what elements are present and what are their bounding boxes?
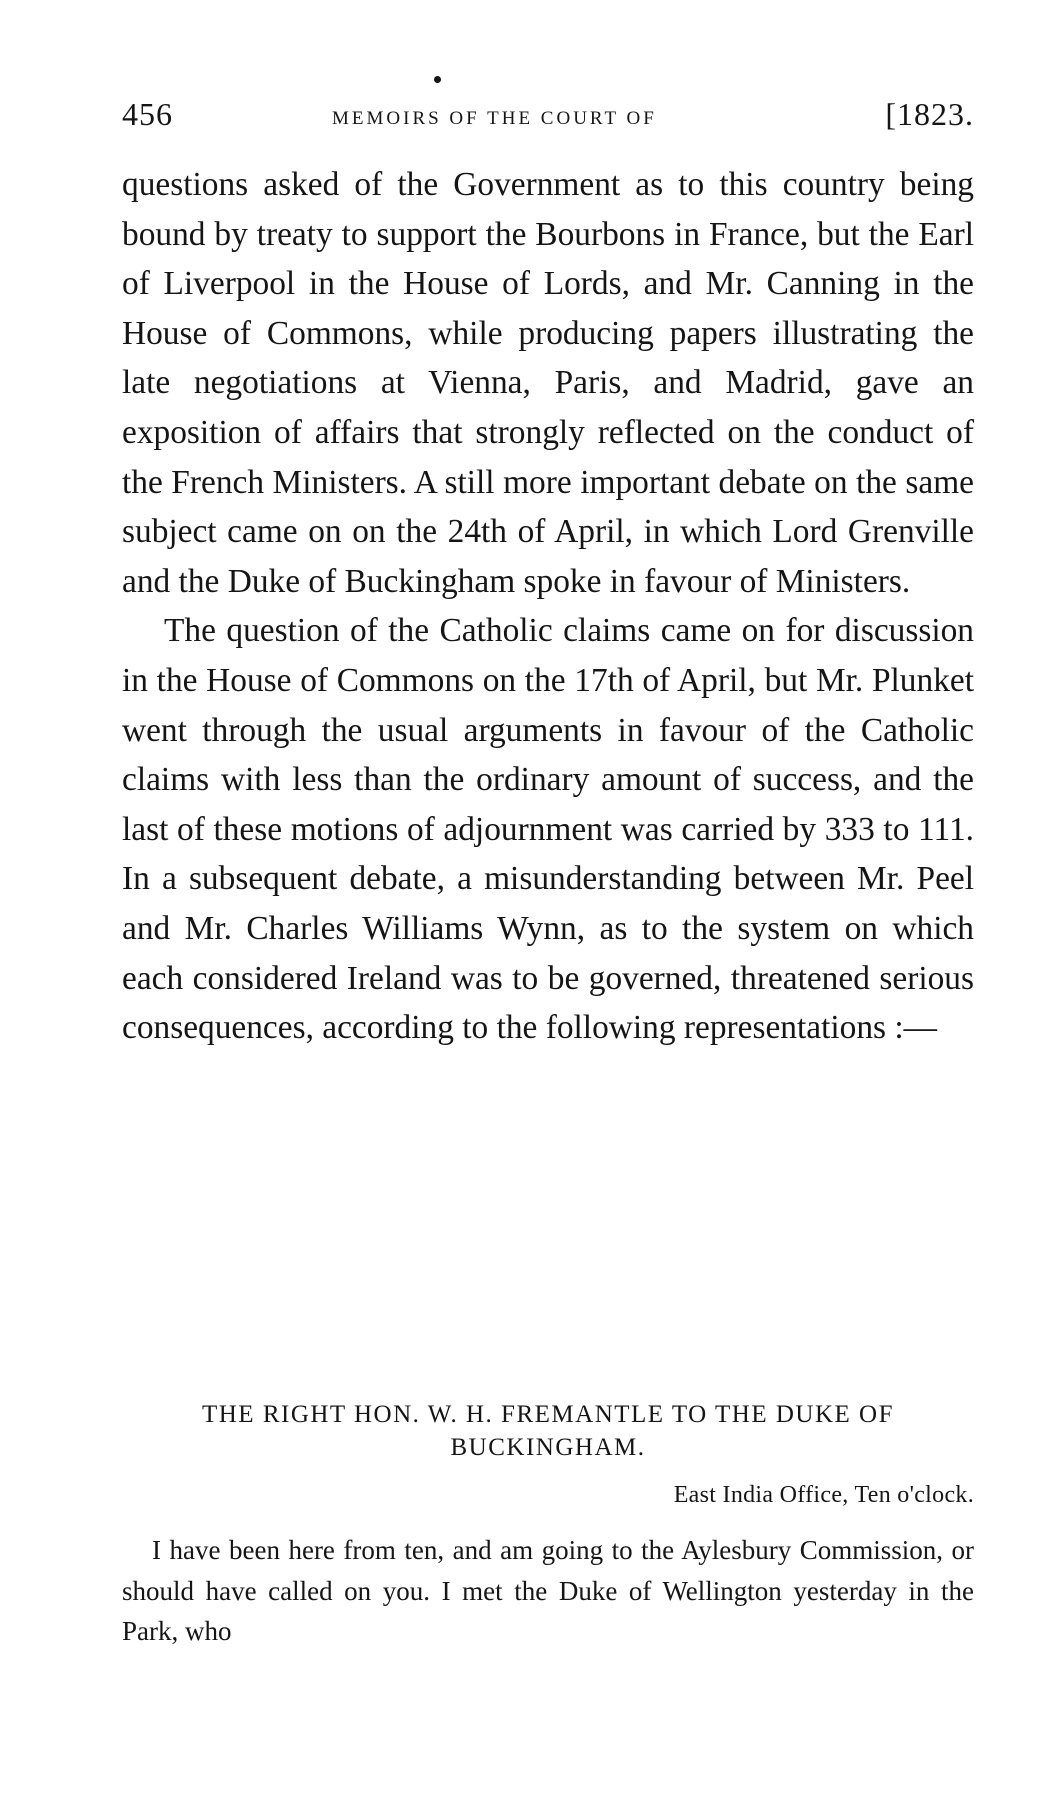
paragraph: questions asked of the Government as to this country being bound by treaty to support the Bourbons in France, but the Earl of Liverpool in the House of Lords, and Mr. Canning in the House of Commons, while producing papers illustrating the late negotiations at Vienna, Paris, and Madrid, gave an exposition of affairs that strongly reflected on the conduct of the French Ministers. A still more important debate on the same subject came on on the 24th of April, in which Lord Grenville and the Duke of Buckingham spoke in favour of Ministers. [122,166,974,600]
main-text [122,160,974,1053]
printer-dot [434,76,441,83]
letter-body [122,1530,974,1652]
running-title: MEMOIRS OF THE COURT OF [332,108,657,129]
page-number: 456 [122,96,173,132]
running-year: [1823. [885,96,974,132]
letter-paragraph: I have been here from ten, and am going to the Aylesbury Commission, or should have called on you. I met the Duke of Wellington yesterday in the Park, who [122,1535,974,1646]
paragraph: The question of the Catholic claims came on for discussion in the House of Commons on the 17th of April, but Mr. Plunket went through the usual arguments in favour of the Catholic claims with less than the ordinary amount of success, and the last of these motions of adjournment was carried by 333 to 111. In a subsequent debate, a misunderstanding between Mr. Peel and Mr. Charles Williams Wynn, as to the system on which each considered Ireland was to be governed, threatened serious consequences, according to the following representations :— [122,612,974,1047]
letter-heading: THE RIGHT HON. W. H. FREMANTLE TO THE DUKE OF BUCKINGHAM. [201,1401,895,1461]
running-head [122,96,974,136]
letter-place-time: East India Office, Ten o'clock. [673,1482,974,1508]
